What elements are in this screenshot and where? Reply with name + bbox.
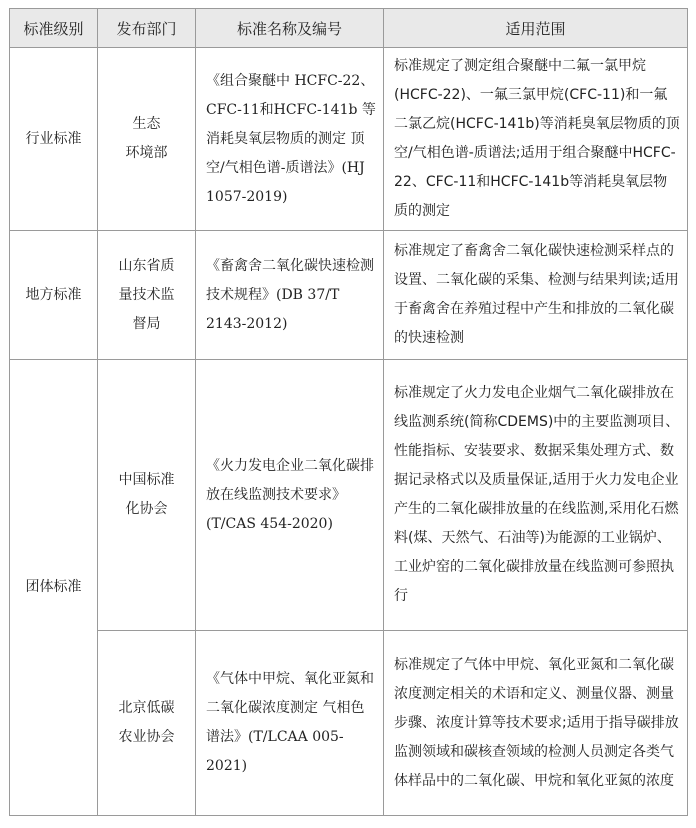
level-cell: 行业标准 — [10, 48, 98, 231]
table-row — [10, 631, 688, 816]
table-row — [10, 48, 688, 231]
scope-cell: 标准规定了畜禽舍二氧化碳快速检测采样点的设置、二氧化碳的采集、检测与结果判读;适用于畜禽舍在养殖过程中产生和排放的二氧化碳的快速检测 — [384, 231, 688, 360]
table-row — [10, 360, 688, 631]
table-row — [10, 231, 688, 360]
header-scope: 适用范围 — [384, 9, 688, 48]
header-level: 标准级别 — [10, 9, 98, 48]
standard-cell: 《畜禽舍二氧化碳快速检测技术规程》(DB 37/T 2143-2012) — [196, 231, 384, 360]
scope-cell: 标准规定了气体中甲烷、氧化亚氮和二氧化碳浓度测定相关的术语和定义、测量仪器、测量步骤、浓度计算等技术要求;适用于指导碳排放监测领域和碳核查领域的检测人员测定各类气体样品中的二氧化碳、甲烷和氧化亚氮的浓度 — [384, 631, 688, 816]
standard-cell: 《组合聚醚中 HCFC-22、CFC-11和HCFC-141b 等消耗臭氧层物质的测定 顶空/气相色谱-质谱法》(HJ 1057-2019) — [196, 48, 384, 231]
org-cell: 北京低碳 农业协会 — [98, 631, 196, 816]
org-cell: 山东省质 量技术监 督局 — [98, 231, 196, 360]
standard-cell: 《气体中甲烷、氧化亚氮和二氧化碳浓度测定 气相色谱法》(T/LCAA 005-2021) — [196, 631, 384, 816]
org-cell: 生态 环境部 — [98, 48, 196, 231]
header-standard: 标准名称及编号 — [196, 9, 384, 48]
level-cell: 团体标准 — [10, 360, 98, 816]
header-org: 发布部门 — [98, 9, 196, 48]
standard-cell: 《火力发电企业二氧化碳排放在线监测技术要求》(T/CAS 454-2020) — [196, 360, 384, 631]
standards-table — [9, 8, 688, 816]
scope-cell: 标准规定了测定组合聚醚中二氟一氯甲烷(HCFC-22)、一氟三氯甲烷(CFC-11)和一氟二氯乙烷(HCFC-141b)等消耗臭氧层物质的顶空/气相色谱-质谱法;适用于组合聚醚中HCFC-22、CFC-11和HCFC-141b等消耗臭氧层物质的测定 — [384, 48, 688, 231]
org-cell: 中国标准 化协会 — [98, 360, 196, 631]
scope-cell: 标准规定了火力发电企业烟气二氧化碳排放在线监测系统(简称CDEMS)中的主要监测项目、性能指标、安装要求、数据采集处理方式、数据记录格式以及质量保证,适用于火力发电企业产生的二氧化碳排放量的在线监测,采用化石燃料(煤、天然气、石油等)为能源的工业锅炉、工业炉窑的二氧化碳排放量在线监测可参照执行 — [384, 360, 688, 631]
level-cell: 地方标准 — [10, 231, 98, 360]
header-row — [10, 9, 688, 48]
